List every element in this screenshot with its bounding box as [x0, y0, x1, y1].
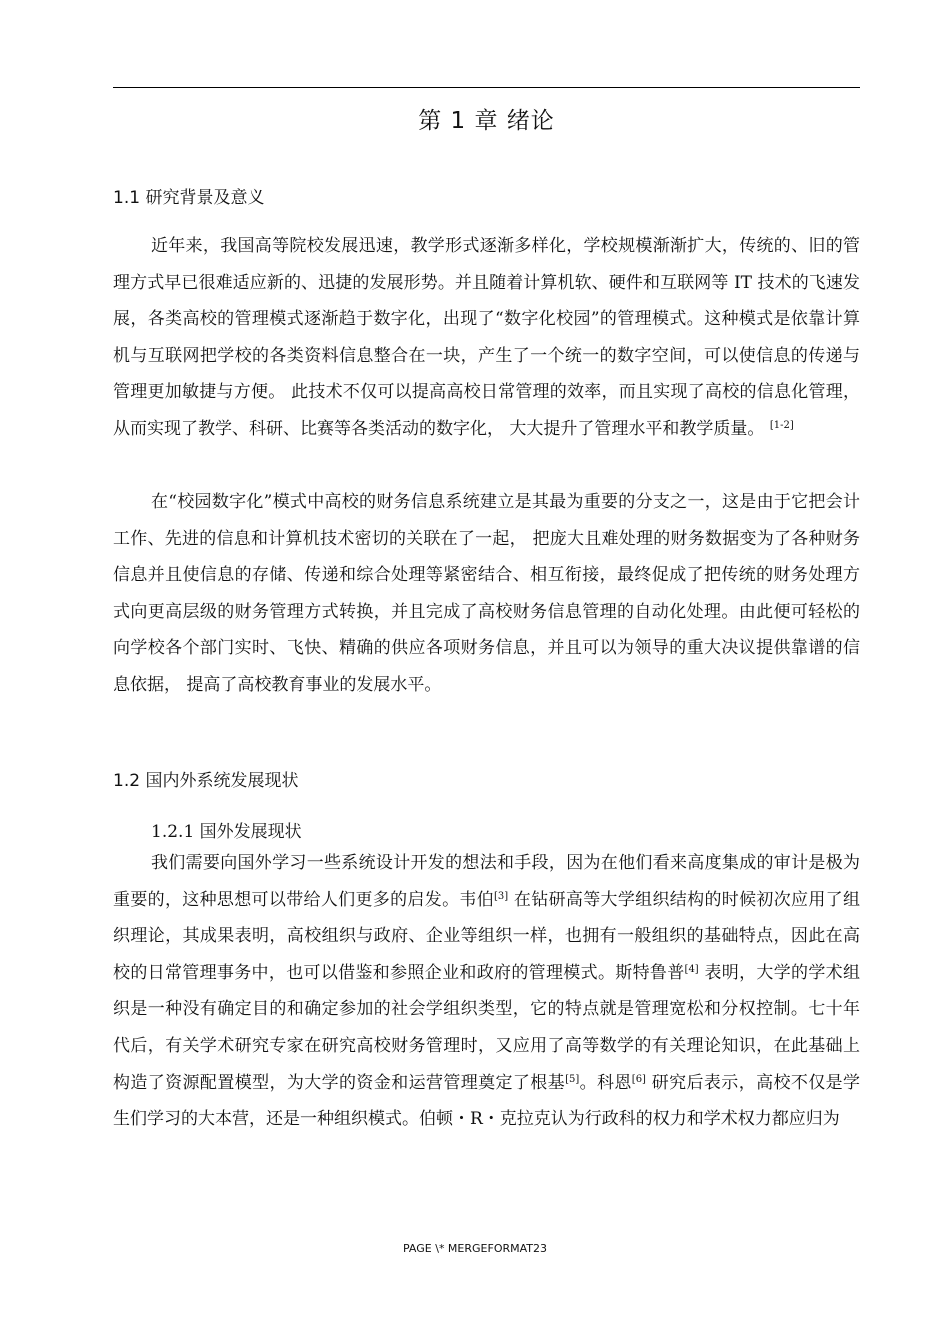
subsection-heading-1-2-1: 1.2.1 国外发展现状 [151, 822, 302, 842]
section-heading-1-1: 1.1 研究背景及意义 [113, 188, 265, 208]
paragraph-background-text: 近年来，我国高等院校发展迅速，教学形式逐渐多样化，学校规模渐渐扩大，传统的、旧的管理方式早已很难适应新的、迅捷的发展形势。并且随着计算机软、硬件和互联网等 IT 技术的飞速发展，各类高校的管理模式逐渐趋于数字化，出现了“数字化校园”的管理模式。这种模式是依靠计算机与互联网把学校的各类资料信息整合在一块，产生了一个统一的数字空间，可以使信息的传递与管理更加敏捷与方便。 此技术不仅可以提高高校日常管理的效率，而且实现了高校的信息化管理，从而实现了教学、科研、比赛等各类活动的数字化， 大大提升了管理水平和教学质量。 [113, 236, 860, 439]
paragraph-digital-campus: 在“校园数字化”模式中高校的财务信息系统建立是其最为重要的分支之一，这是由于它把会计工作、先进的信息和计算机技术密切的关联在了一起， 把庞大且难处理的财务数据变为了各种财务信息并且使信息的存储、传递和综合处理等紧密结合、相互衔接，最终促成了把传统的财务处理方式向更高层级的财务管理方式转换，并且完成了高校财务信息管理的自动化处理。由此便可轻松的向学校各个部门实时、飞快、精确的供应各项财务信息，并且可以为领导的重大决议提供靠谱的信息依据， 提高了高校教育事业的发展水平。 [113, 492, 860, 695]
citation-ref: [3] [494, 890, 509, 902]
section-heading-1-2: 1.2 国内外系统发展现状 [113, 771, 299, 791]
paragraph-text: 我们需要向国外学习一些系统设计开发的想法和手段，因为在他们看来高度集成的审计是极为重要的，这种思想可以带给人们更多的启发。韦伯 [113, 853, 860, 910]
paragraph-background [113, 228, 860, 448]
citation-ref: [5] [565, 1073, 580, 1085]
paragraph-text: 研究后表示，高校不仅是学生们学习的大本营，还是一种组织模式。伯顿・R・克拉克认为行政科的权力和学术权力都应归为 [113, 1072, 861, 1130]
paragraph-text: 表明，大学的学术组织是一种没有确定目的和确定参加的社会学组织类型，它的特点就是管理宽松和分权控制。七十年代后，有关学术研究专家在研究高校财务管理时，又应用了高等数学的有关理论知识，在此基础上构造了资源配置模型，为大学的资金和运营管理奠定了根基 [113, 962, 860, 1093]
chapter-title: 第 1 章 绪论 [418, 108, 555, 134]
paragraph-text: 在钻研高等大学组织结构的时候初次应用了组织理论，其成果表明，高校组织与政府、企业等组织一样，也拥有一般组织的基础特点，因此在高校的日常管理事务中，也可以借鉴和参照企业和政府的管理模式。斯特鲁普 [113, 889, 860, 983]
paragraph-foreign-status [113, 845, 860, 1138]
citation-ref: [1-2] [769, 419, 794, 431]
header-rule [113, 87, 860, 88]
paragraph-text: 。科恩 [579, 1072, 632, 1093]
citation-ref: [6] [631, 1073, 646, 1085]
page-footer: PAGE \* MERGEFORMAT23 [403, 1242, 547, 1255]
citation-ref: [4] [684, 963, 699, 975]
